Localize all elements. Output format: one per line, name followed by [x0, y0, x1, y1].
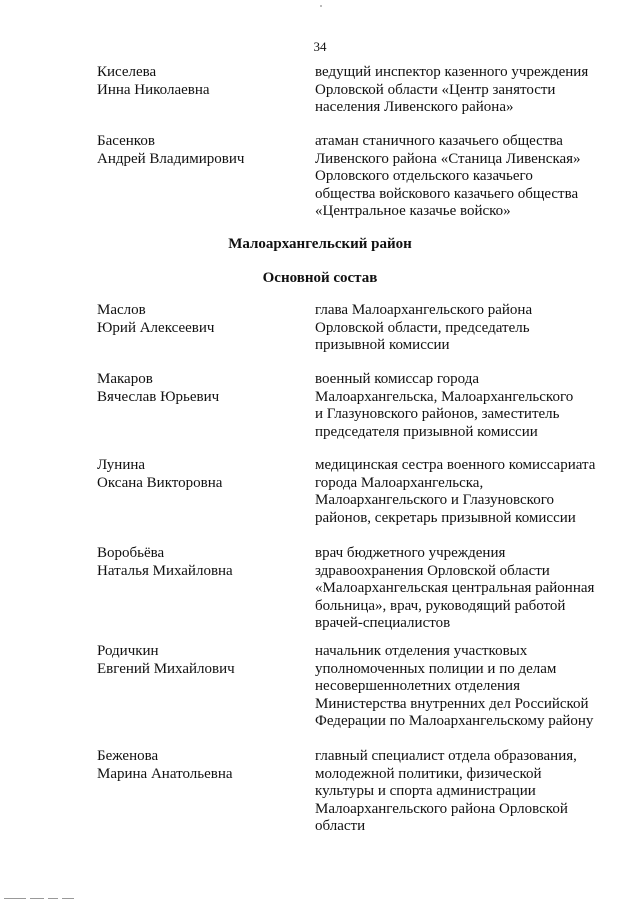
member-role [315, 545, 615, 633]
role-line: ведущий инспектор казенного учреждения [315, 64, 589, 80]
role-line: молодежной политики, физической [315, 765, 542, 782]
footer-mark [4, 898, 26, 899]
role-line: несовершеннолетних отделения [315, 678, 520, 694]
member-name [97, 302, 297, 337]
member-name [97, 371, 297, 406]
member-role [315, 643, 615, 731]
role-line: области [315, 818, 366, 834]
role-line: культуры и спорта администрации [315, 783, 536, 799]
member-given-names: Евгений Михайлович [97, 660, 235, 677]
member-given-names: Юрий Алексеевич [97, 319, 215, 336]
member-surname: Беженова [97, 748, 159, 764]
member-given-names: Оксана Викторовна [97, 474, 223, 491]
role-line: медицинская сестра военного комиссариата [315, 457, 596, 473]
member-name [97, 64, 297, 99]
role-line: начальник отделения участковых [315, 643, 528, 659]
member-given-names: Андрей Владимирович [97, 150, 245, 167]
role-line: «Малоархангельская центральная районная [315, 580, 595, 596]
role-line: районов, секретарь призывной комиссии [315, 509, 576, 526]
role-line: Орловской области «Центр занятости [315, 81, 556, 98]
role-line: глава Малоархангельского района [315, 302, 533, 318]
member-name [97, 133, 297, 168]
role-line: города Малоархангельска, [315, 474, 484, 491]
role-line: здравоохранения Орловской области [315, 562, 550, 579]
member-name [97, 457, 297, 492]
member-role [315, 302, 615, 355]
footer-mark [30, 898, 44, 899]
member-given-names: Вячеслав Юрьевич [97, 388, 220, 405]
role-line: «Центральное казачье войско» [315, 203, 511, 219]
role-line: уполномоченных полиции и по делам [315, 660, 557, 677]
role-line: Малоархангельского и Глазуновского [315, 492, 554, 508]
member-name [97, 748, 297, 783]
role-line: главный специалист отдела образования, [315, 748, 577, 764]
role-line: военный комиссар города [315, 371, 480, 387]
role-line: призывной комиссии [315, 337, 450, 353]
district-title: Малоархангельский район [228, 236, 412, 252]
member-given-names: Наталья Михайловна [97, 562, 233, 579]
role-line: Орловского отдельского казачьего [315, 168, 533, 184]
footer-mark [62, 898, 74, 899]
footer-mark [48, 898, 58, 899]
member-role [315, 64, 615, 117]
member-surname: Родичкин [97, 643, 159, 659]
role-line: врачей-специалистов [315, 615, 451, 631]
member-role [315, 133, 615, 221]
member-name [97, 643, 297, 678]
role-line: Малоархангельского района Орловской [315, 800, 568, 817]
member-given-names: Марина Анатольевна [97, 765, 233, 782]
member-role [315, 457, 615, 527]
role-line: председателя призывной комиссии [315, 423, 538, 440]
role-line: Ливенского района «Станица Ливенская» [315, 150, 581, 167]
role-line: и Глазуновского районов, заместитель [315, 406, 560, 422]
role-line: атаман станичного казачьего общества [315, 133, 563, 149]
member-name [97, 545, 297, 580]
role-line: населения Ливенского района» [315, 99, 514, 115]
member-surname: Маслов [97, 302, 146, 318]
member-surname: Киселева [97, 64, 157, 80]
member-given-names: Инна Николаевна [97, 81, 210, 98]
member-role [315, 371, 615, 441]
member-surname: Лунина [97, 457, 146, 473]
page-number: 34 [313, 39, 327, 54]
role-line: Министерства внутренних дел Российской [315, 695, 589, 712]
scan-footer-marks [0, 898, 80, 901]
member-surname: Басенков [97, 133, 155, 149]
role-line: Федерации по Малоархангельскому району [315, 713, 594, 729]
role-line: больница», врач, руководящий работой [315, 597, 566, 614]
scan-artifact [320, 5, 322, 7]
member-surname: Воробьёва [97, 545, 165, 561]
role-line: врач бюджетного учреждения [315, 545, 506, 561]
member-surname: Макаров [97, 371, 153, 387]
role-line: Орловской области, председатель [315, 319, 530, 336]
member-role [315, 748, 615, 836]
role-line: Малоархангельска, Малоархангельского [315, 388, 574, 405]
role-line: общества войскового казачьего общества [315, 185, 579, 202]
section-subtitle: Основной состав [262, 270, 378, 286]
